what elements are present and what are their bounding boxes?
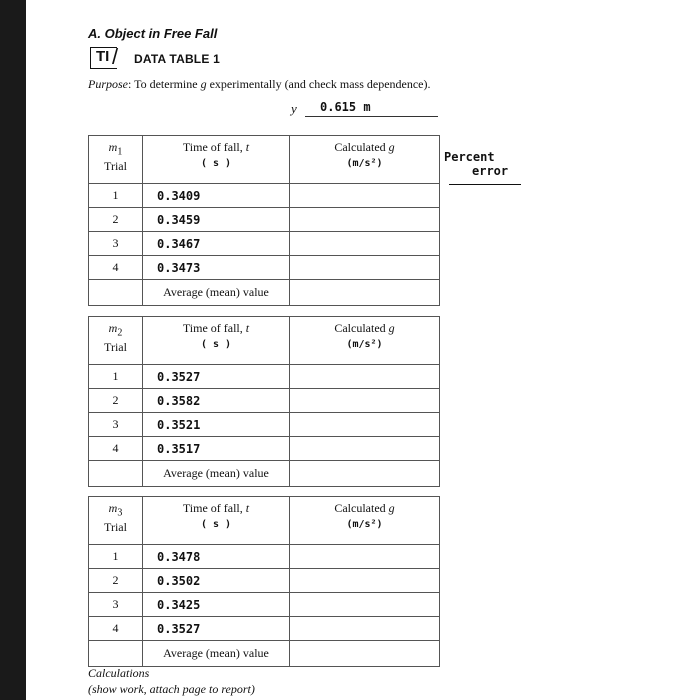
trial-cell: 4 [89,617,143,641]
calculations-title: Calculations [88,666,150,680]
calculations-section [88,665,255,697]
data-table-m2 [88,316,440,487]
calc-cell [290,437,440,461]
ti-badge-slash: / [112,44,119,69]
trial-cell: 1 [89,365,143,389]
time-header: Time of fall, t ( s ) [143,136,290,184]
trial-cell: 3 [89,413,143,437]
time-cell: 0.3478 [143,545,290,569]
time-cell: 0.3502 [143,569,290,593]
table-row [89,184,440,208]
purpose-text-2: experimentally (and check mass dependence). [206,77,431,91]
percent-error-line2: error [472,164,509,178]
time-cell: 0.3527 [143,365,290,389]
average-value-cell [290,461,440,487]
average-blank-cell [89,280,143,306]
average-value-cell [290,641,440,667]
table-row [89,413,440,437]
calc-header: Calculated g (m/s²) [290,497,440,545]
y-underline [305,116,438,117]
average-label: Average (mean) value [143,641,290,667]
average-label: Average (mean) value [143,280,290,306]
trial-cell: 2 [89,569,143,593]
calc-cell [290,545,440,569]
time-cell: 0.3582 [143,389,290,413]
table-row [89,617,440,641]
purpose-g: g [200,77,207,91]
time-cell: 0.3459 [143,208,290,232]
calc-cell [290,208,440,232]
time-cell: 0.3467 [143,232,290,256]
trial-header: $m_1$ Trial [89,136,143,184]
average-value-cell [290,280,440,306]
table-row [89,208,440,232]
table-row [89,545,440,569]
data-table-title: DATA TABLE 1 [134,52,220,66]
percent-error-line1: Percent [444,150,495,164]
calc-cell [290,413,440,437]
calc-header: Calculated g (m/s²) [290,317,440,365]
calc-cell [290,232,440,256]
average-row [89,280,440,306]
time-header: Time of fall, t ( s ) [143,497,290,545]
purpose-text-1: : To determine [128,77,201,91]
y-label: y [291,101,297,116]
calc-cell [290,593,440,617]
trial-header: $m_3$ Trial [89,497,143,545]
average-blank-cell [89,641,143,667]
trial-cell: 3 [89,593,143,617]
trial-cell: 4 [89,437,143,461]
table-row [89,389,440,413]
trial-cell: 1 [89,184,143,208]
table-row [89,256,440,280]
calc-cell [290,569,440,593]
calc-cell [290,365,440,389]
average-blank-cell [89,461,143,487]
average-label: Average (mean) value [143,461,290,487]
calc-cell [290,184,440,208]
time-cell: 0.3409 [143,184,290,208]
section-title: A. Object in Free Fall [88,26,218,41]
table-row [89,593,440,617]
ti-badge-text: TI [96,48,110,65]
data-table-m3 [88,496,440,667]
y-value: 0.615 m [320,100,371,114]
calc-cell [290,256,440,280]
trial-cell: 2 [89,208,143,232]
time-cell: 0.3517 [143,437,290,461]
purpose-label: Purpose [88,77,128,91]
table-row [89,232,440,256]
percent-error-note [444,150,508,178]
trial-cell: 3 [89,232,143,256]
calculations-subtitle: (show work, attach page to report) [88,682,255,696]
calc-cell [290,389,440,413]
calc-header: Calculated g (m/s²) [290,136,440,184]
time-cell: 0.3425 [143,593,290,617]
trial-cell: 2 [89,389,143,413]
percent-error-underline [449,184,521,185]
calc-cell [290,617,440,641]
time-cell: 0.3521 [143,413,290,437]
table-row [89,365,440,389]
trial-header: $m_2$ Trial [89,317,143,365]
trial-cell: 1 [89,545,143,569]
time-header: Time of fall, t ( s ) [143,317,290,365]
time-cell: 0.3473 [143,256,290,280]
trial-cell: 4 [89,256,143,280]
table-row [89,569,440,593]
average-row [89,641,440,667]
data-table-m1 [88,135,440,306]
purpose-statement [88,77,431,92]
ti-badge [90,44,122,69]
average-row [89,461,440,487]
table-row [89,437,440,461]
time-cell: 0.3527 [143,617,290,641]
